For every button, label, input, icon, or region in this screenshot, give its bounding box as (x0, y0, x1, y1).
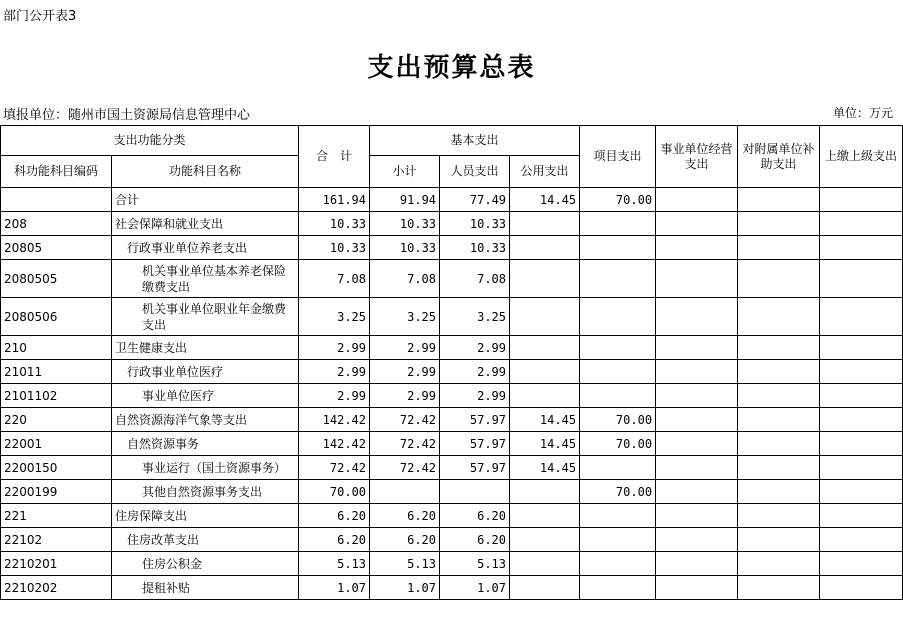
header-public: 公用支出 (510, 156, 580, 188)
header-function-class: 支出功能分类 (1, 126, 299, 156)
table-row (1, 504, 903, 528)
cell-personnel: 2.99 (440, 384, 510, 408)
cell-upper (820, 432, 903, 456)
cell-subtotal: 6.20 (370, 528, 440, 552)
cell-project (580, 456, 656, 480)
cell-subsidy (738, 212, 820, 236)
cell-subtotal: 72.42 (370, 408, 440, 432)
cell-subtotal: 72.42 (370, 456, 440, 480)
cell-project (580, 528, 656, 552)
cell-public (510, 480, 580, 504)
cell-upper (820, 336, 903, 360)
cell-subsidy (738, 504, 820, 528)
cell-business (656, 360, 738, 384)
cell-upper (820, 384, 903, 408)
cell-name: 自然资源海洋气象等支出 (112, 408, 299, 432)
cell-business (656, 298, 738, 336)
cell-public (510, 298, 580, 336)
cell-personnel: 3.25 (440, 298, 510, 336)
cell-code (1, 188, 112, 212)
cell-upper (820, 552, 903, 576)
cell-upper (820, 298, 903, 336)
cell-subsidy (738, 236, 820, 260)
cell-subsidy (738, 552, 820, 576)
cell-total: 1.07 (299, 576, 370, 600)
cell-name: 卫生健康支出 (112, 336, 299, 360)
cell-business (656, 528, 738, 552)
cell-total: 5.13 (299, 552, 370, 576)
cell-subsidy (738, 408, 820, 432)
cell-subsidy (738, 480, 820, 504)
cell-total: 70.00 (299, 480, 370, 504)
cell-subsidy (738, 384, 820, 408)
cell-subtotal: 6.20 (370, 504, 440, 528)
table-row (1, 552, 903, 576)
cell-public (510, 236, 580, 260)
cell-business (656, 408, 738, 432)
cell-subsidy (738, 432, 820, 456)
cell-personnel: 2.99 (440, 336, 510, 360)
cell-personnel (440, 480, 510, 504)
cell-upper (820, 480, 903, 504)
cell-personnel: 57.97 (440, 456, 510, 480)
cell-code: 210 (1, 336, 112, 360)
expenditure-budget-table (0, 125, 903, 600)
cell-business (656, 236, 738, 260)
cell-subsidy (738, 188, 820, 212)
cell-name: 自然资源事务 (112, 432, 299, 456)
cell-subsidy (738, 360, 820, 384)
cell-personnel: 5.13 (440, 552, 510, 576)
cell-code: 208 (1, 212, 112, 236)
cell-total: 2.99 (299, 384, 370, 408)
cell-personnel: 57.97 (440, 432, 510, 456)
cell-total: 6.20 (299, 504, 370, 528)
cell-business (656, 336, 738, 360)
cell-public: 14.45 (510, 456, 580, 480)
cell-code: 220 (1, 408, 112, 432)
cell-subtotal: 72.42 (370, 432, 440, 456)
cell-public (510, 552, 580, 576)
cell-personnel: 7.08 (440, 260, 510, 298)
cell-name: 事业单位医疗 (112, 384, 299, 408)
cell-project (580, 576, 656, 600)
header-total: 合 计 (299, 126, 370, 188)
cell-total: 2.99 (299, 336, 370, 360)
cell-subtotal: 10.33 (370, 212, 440, 236)
cell-business (656, 480, 738, 504)
cell-code: 2200150 (1, 456, 112, 480)
cell-name: 提租补贴 (112, 576, 299, 600)
cell-project (580, 504, 656, 528)
cell-name: 合计 (112, 188, 299, 212)
cell-name: 住房改革支出 (112, 528, 299, 552)
cell-public (510, 260, 580, 298)
cell-subtotal: 5.13 (370, 552, 440, 576)
cell-total: 10.33 (299, 212, 370, 236)
table-row (1, 336, 903, 360)
reporting-unit: 填报单位：随州市国土资源局信息管理中心 (3, 108, 251, 123)
cell-project (580, 260, 656, 298)
cell-code: 2210202 (1, 576, 112, 600)
cell-business (656, 212, 738, 236)
cell-total: 3.25 (299, 298, 370, 336)
cell-total: 142.42 (299, 432, 370, 456)
cell-subtotal: 1.07 (370, 576, 440, 600)
cell-total: 142.42 (299, 408, 370, 432)
header-subsidy: 对附属单位补助支出 (738, 126, 820, 188)
table-row (1, 432, 903, 456)
cell-public (510, 212, 580, 236)
cell-upper (820, 236, 903, 260)
cell-upper (820, 360, 903, 384)
table-row (1, 260, 903, 298)
cell-business (656, 456, 738, 480)
cell-business (656, 576, 738, 600)
cell-public: 14.45 (510, 432, 580, 456)
cell-code: 221 (1, 504, 112, 528)
table-row (1, 528, 903, 552)
cell-total: 7.08 (299, 260, 370, 298)
cell-business (656, 552, 738, 576)
table-row (1, 456, 903, 480)
cell-subtotal: 2.99 (370, 336, 440, 360)
cell-public (510, 384, 580, 408)
table-row (1, 212, 903, 236)
cell-public (510, 360, 580, 384)
cell-name: 行政事业单位养老支出 (112, 236, 299, 260)
cell-project (580, 236, 656, 260)
table-row (1, 298, 903, 336)
cell-subtotal: 3.25 (370, 298, 440, 336)
cell-total: 161.94 (299, 188, 370, 212)
page-title: 支出预算总表 (367, 53, 536, 83)
cell-subtotal: 10.33 (370, 236, 440, 260)
cell-code: 2080506 (1, 298, 112, 336)
cell-project (580, 336, 656, 360)
cell-business (656, 260, 738, 298)
cell-personnel: 6.20 (440, 504, 510, 528)
cell-subsidy (738, 528, 820, 552)
table-row (1, 360, 903, 384)
cell-subsidy (738, 456, 820, 480)
cell-business (656, 188, 738, 212)
cell-upper (820, 504, 903, 528)
cell-total: 10.33 (299, 236, 370, 260)
cell-upper (820, 408, 903, 432)
cell-personnel: 10.33 (440, 212, 510, 236)
header-personnel: 人员支出 (440, 156, 510, 188)
cell-subtotal (370, 480, 440, 504)
table-row (1, 408, 903, 432)
cell-code: 22001 (1, 432, 112, 456)
cell-name: 社会保障和就业支出 (112, 212, 299, 236)
table-row (1, 188, 903, 212)
header-upper: 上缴上级支出 (820, 126, 903, 188)
cell-public: 14.45 (510, 188, 580, 212)
cell-total: 6.20 (299, 528, 370, 552)
cell-project (580, 298, 656, 336)
cell-business (656, 432, 738, 456)
currency-unit: 单位：万元 (832, 106, 893, 120)
cell-name: 事业运行（国土资源事务） (112, 456, 299, 480)
cell-upper (820, 528, 903, 552)
cell-upper (820, 260, 903, 298)
header-project: 项目支出 (580, 126, 656, 188)
cell-personnel: 57.97 (440, 408, 510, 432)
cell-name: 其他自然资源事务支出 (112, 480, 299, 504)
header-subtotal: 小计 (370, 156, 440, 188)
cell-subtotal: 2.99 (370, 360, 440, 384)
cell-name: 机关事业单位职业年金缴费支出 (112, 298, 299, 336)
cell-upper (820, 188, 903, 212)
cell-project (580, 360, 656, 384)
cell-upper (820, 576, 903, 600)
table-row (1, 576, 903, 600)
cell-name: 机关事业单位基本养老保险缴费支出 (112, 260, 299, 298)
cell-personnel: 2.99 (440, 360, 510, 384)
cell-name: 住房保障支出 (112, 504, 299, 528)
header-name: 功能科目名称 (112, 156, 299, 188)
cell-project (580, 212, 656, 236)
cell-upper (820, 212, 903, 236)
header-basic: 基本支出 (370, 126, 580, 156)
dept-label: 部门公开表3 (3, 9, 77, 24)
header-code: 科功能科目编码 (1, 156, 112, 188)
cell-subtotal: 2.99 (370, 384, 440, 408)
cell-project: 70.00 (580, 188, 656, 212)
cell-subsidy (738, 576, 820, 600)
cell-upper (820, 456, 903, 480)
cell-business (656, 384, 738, 408)
cell-public (510, 528, 580, 552)
cell-code: 2210201 (1, 552, 112, 576)
cell-name: 行政事业单位医疗 (112, 360, 299, 384)
cell-personnel: 10.33 (440, 236, 510, 260)
table-row (1, 236, 903, 260)
cell-personnel: 77.49 (440, 188, 510, 212)
cell-code: 2101102 (1, 384, 112, 408)
cell-project: 70.00 (580, 432, 656, 456)
cell-personnel: 1.07 (440, 576, 510, 600)
cell-name: 住房公积金 (112, 552, 299, 576)
cell-personnel: 6.20 (440, 528, 510, 552)
cell-business (656, 504, 738, 528)
cell-project (580, 552, 656, 576)
cell-project: 70.00 (580, 408, 656, 432)
table-row (1, 480, 903, 504)
header-business: 事业单位经营支出 (656, 126, 738, 188)
cell-public (510, 504, 580, 528)
cell-total: 2.99 (299, 360, 370, 384)
cell-subsidy (738, 260, 820, 298)
cell-total: 72.42 (299, 456, 370, 480)
cell-code: 2200199 (1, 480, 112, 504)
cell-public (510, 336, 580, 360)
cell-subtotal: 91.94 (370, 188, 440, 212)
table-row (1, 384, 903, 408)
cell-project (580, 384, 656, 408)
cell-public (510, 576, 580, 600)
cell-subtotal: 7.08 (370, 260, 440, 298)
cell-code: 2080505 (1, 260, 112, 298)
cell-code: 20805 (1, 236, 112, 260)
cell-project: 70.00 (580, 480, 656, 504)
cell-subsidy (738, 336, 820, 360)
cell-code: 21011 (1, 360, 112, 384)
cell-subsidy (738, 298, 820, 336)
cell-public: 14.45 (510, 408, 580, 432)
cell-code: 22102 (1, 528, 112, 552)
